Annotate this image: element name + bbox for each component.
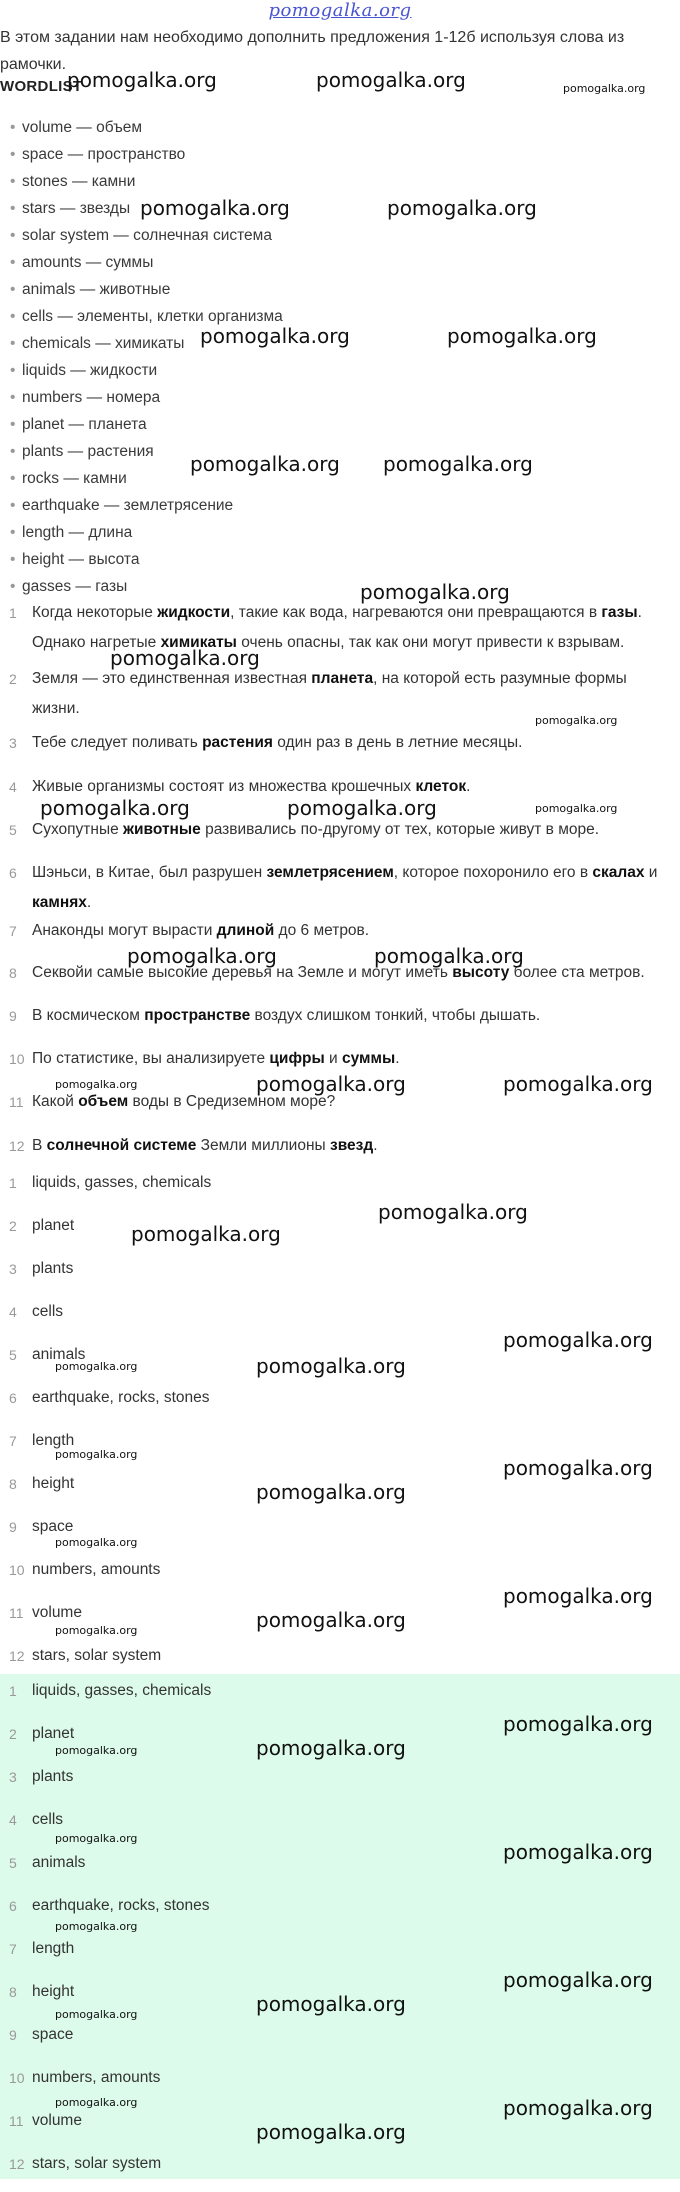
watermark-text: pomogalka.org	[40, 796, 190, 820]
sentence-number: 2	[9, 671, 17, 687]
answer-text: space	[32, 1518, 74, 1535]
wordlist-item	[10, 222, 283, 249]
watermark-text: pomogalka.org	[55, 1360, 138, 1373]
wordlist-item	[10, 384, 283, 411]
watermark-text: pomogalka.org	[55, 1536, 138, 1549]
watermark-text: pomogalka.org	[131, 1222, 281, 1246]
watermark-text: pomogalka.org	[503, 1456, 653, 1480]
watermark-text: pomogalka.org	[55, 1624, 138, 1637]
wordlist-item	[10, 276, 283, 303]
answer-number: 3	[9, 1769, 17, 1785]
answer-item	[0, 1211, 680, 1254]
watermark-text: pomogalka.org	[378, 1200, 528, 1224]
watermark-text: pomogalka.org	[55, 2096, 138, 2109]
wordlist-item-text: liquids — жидкости	[22, 362, 158, 379]
sentence-number: 3	[9, 735, 17, 751]
sentence-text: Шэньси, в Китае, был разрушен землетрясением, которое похоронило его в скалах и камнях.	[32, 864, 658, 911]
watermark-text: pomogalka.org	[256, 1480, 406, 1504]
sentence-number: 5	[9, 822, 17, 838]
answer-number: 9	[9, 2027, 17, 2043]
sentence-number: 8	[9, 965, 17, 981]
watermark-text: pomogalka.org	[55, 1920, 138, 1933]
bullet-icon: •	[10, 335, 16, 352]
bullet-icon: •	[10, 551, 16, 568]
wordlist-item-text: length — длина	[22, 524, 133, 541]
watermark-text: pomogalka.org	[383, 452, 533, 476]
sentence-text: Секвойи самые высокие деревья на Земле и могут иметь высоту более ста метров.	[32, 964, 645, 981]
watermark-text: pomogalka.org	[535, 802, 618, 815]
answer-item	[0, 2020, 680, 2063]
watermark-text: pomogalka.org	[55, 1448, 138, 1461]
watermark-text: pomogalka.org	[503, 1584, 653, 1608]
wordlist-item-text: stars — звезды	[22, 200, 131, 217]
watermark-text: pomogalka.org	[447, 324, 597, 348]
answer-text: height	[32, 1475, 75, 1492]
watermark-text: pomogalka.org	[140, 196, 290, 220]
wordlist-item	[10, 114, 283, 141]
bullet-icon: •	[10, 362, 16, 379]
watermark-text: pomogalka.org	[316, 68, 466, 92]
wordlist-item-text: cells — элементы, клетки организма	[22, 308, 283, 325]
sentence-text: Живые организмы состоят из множества крошечных клеток.	[32, 778, 471, 795]
wordlist-item-text: height — высота	[22, 551, 140, 568]
wordlist	[10, 114, 283, 600]
sentence-text: Земля — это единственная известная планета, на которой есть разумные формы жизни.	[32, 670, 627, 717]
bullet-icon: •	[10, 389, 16, 406]
wordlist-item-text: chemicals — химикаты	[22, 335, 185, 352]
bullet-icon: •	[10, 173, 16, 190]
watermark-text: pomogalka.org	[256, 2120, 406, 2144]
answer-text: stars, solar system	[32, 2155, 162, 2172]
watermark-text: pomogalka.org	[387, 196, 537, 220]
answer-number: 11	[9, 2113, 24, 2129]
answer-text: length	[32, 1940, 75, 1957]
watermark-text: pomogalka.org	[55, 1078, 138, 1091]
wordlist-item	[10, 519, 283, 546]
watermark-text: pomogalka.org	[503, 2096, 653, 2120]
task-intro: В этом задании нам необходимо дополнить предложения 1-12б используя слова из рамочки.	[0, 29, 625, 73]
answer-text: plants	[32, 1260, 74, 1277]
wordlist-item-text: volume — объем	[22, 119, 143, 136]
bullet-icon: •	[10, 281, 16, 298]
answer-text: volume	[32, 1604, 82, 1621]
bullet-icon: •	[10, 443, 16, 460]
watermark-text: pomogalka.org	[256, 1736, 406, 1760]
sentence-text: В солнечной системе Земли миллионы звезд.	[32, 1137, 378, 1154]
watermark-text: pomogalka.org	[190, 452, 340, 476]
answer-text: plants	[32, 1768, 74, 1785]
answer-number: 8	[9, 1984, 17, 2000]
watermark-text: pomogalka.org	[503, 1712, 653, 1736]
watermark-text: pomogalka.org	[503, 1072, 653, 1096]
wordlist-item-text: gasses — газы	[22, 578, 128, 595]
wordlist-item-text: rocks — камни	[22, 470, 127, 487]
answer-item	[0, 1168, 680, 1211]
answer-number: 6	[9, 1898, 17, 1914]
bullet-icon: •	[10, 146, 16, 163]
bullet-icon: •	[10, 416, 16, 433]
sentence-number: 7	[9, 923, 17, 939]
sentence-text: Тебе следует поливать растения один раз в день в летние месяцы.	[32, 734, 523, 751]
answer-item	[0, 2149, 680, 2192]
wordlist-item	[10, 573, 283, 600]
wordlist-item-text: numbers — номера	[22, 389, 161, 406]
answer-text: planet	[32, 1725, 75, 1742]
watermark-text: pomogalka.org	[563, 82, 646, 95]
sentence-text: По статистике, вы анализируете цифры и суммы.	[32, 1050, 400, 1067]
watermark-text: pomogalka.org	[256, 1354, 406, 1378]
answer-text: space	[32, 2026, 74, 2043]
answer-text: liquids, gasses, chemicals	[32, 1174, 212, 1191]
watermark-text: pomogalka.org	[374, 944, 524, 968]
wordlist-item	[10, 141, 283, 168]
watermark-text: pomogalka.org	[110, 646, 260, 670]
bullet-icon: •	[10, 578, 16, 595]
answer-text: numbers, amounts	[32, 2069, 161, 2086]
wordlist-item	[10, 249, 283, 276]
answer-text: animals	[32, 1346, 86, 1363]
answer-number: 8	[9, 1476, 17, 1492]
watermark-text: pomogalka.org	[55, 1832, 138, 1845]
answer-number: 10	[9, 2070, 25, 2086]
answer-number: 7	[9, 1433, 17, 1449]
wordlist-title: WORDLIST	[0, 78, 83, 95]
wordlist-item-text: planet — планета	[22, 416, 147, 433]
answer-number: 1	[9, 1683, 17, 1699]
answer-number: 4	[9, 1304, 17, 1320]
wordlist-item-text: stones — камни	[22, 173, 136, 190]
watermark-text: pomogalka.org	[503, 1840, 653, 1864]
answer-number: 5	[9, 1347, 17, 1363]
sentence-number: 9	[9, 1008, 17, 1024]
answer-number: 3	[9, 1261, 17, 1277]
answer-number: 5	[9, 1855, 17, 1871]
answer-text: earthquake, rocks, stones	[32, 1897, 210, 1914]
sentence-text: Когда некоторые жидкости, такие как вода, нагреваются они превращаются в газы. Однако нагретые химикаты очень опасны, так как они могут привести к взрывам.	[32, 604, 642, 651]
bullet-icon: •	[10, 254, 16, 271]
watermark-text: pomogalka.org	[256, 1992, 406, 2016]
wordlist-item	[10, 411, 283, 438]
site-logo[interactable]: pomogalka.org	[268, 0, 412, 21]
bullet-icon: •	[10, 119, 16, 136]
answer-text: cells	[32, 1811, 64, 1828]
sentence-text: В космическом пространстве воздух слишком тонкий, чтобы дышать.	[32, 1007, 541, 1024]
wordlist-item-text: animals — животные	[22, 281, 171, 298]
wordlist-item-text: earthquake — землетрясение	[22, 497, 234, 514]
answer-text: height	[32, 1983, 75, 2000]
sentence-number: 1	[9, 605, 17, 621]
watermark-text: pomogalka.org	[67, 68, 217, 92]
watermark-text: pomogalka.org	[360, 580, 510, 604]
answer-item	[0, 1254, 680, 1297]
wordlist-item-text: amounts — суммы	[22, 254, 154, 271]
wordlist-item-text: space — пространство	[22, 146, 186, 163]
answer-text: stars, solar system	[32, 1647, 162, 1664]
wordlist-item-text: plants — растения	[22, 443, 154, 460]
answer-number: 2	[9, 1726, 17, 1742]
answer-number: 9	[9, 1519, 17, 1535]
sentence-number: 10	[9, 1051, 25, 1067]
bullet-icon: •	[10, 227, 16, 244]
watermark-text: pomogalka.org	[535, 714, 618, 727]
sentence-number: 6	[9, 865, 17, 881]
bullet-icon: •	[10, 470, 16, 487]
sentence-text: Анаконды могут вырасти длиной до 6 метров.	[32, 922, 370, 939]
answer-text: liquids, gasses, chemicals	[32, 1682, 212, 1699]
wordlist-item	[10, 546, 283, 573]
answer-number: 12	[9, 1648, 25, 1664]
answer-number: 7	[9, 1941, 17, 1957]
watermark-text: pomogalka.org	[55, 1744, 138, 1757]
bullet-icon: •	[10, 497, 16, 514]
watermark-text: pomogalka.org	[287, 796, 437, 820]
answer-text: planet	[32, 1217, 75, 1234]
sentence-number: 12	[9, 1138, 25, 1154]
wordlist-item	[10, 357, 283, 384]
bullet-icon: •	[10, 200, 16, 217]
answer-text: volume	[32, 2112, 82, 2129]
sentence-number: 11	[9, 1094, 24, 1110]
answer-number: 6	[9, 1390, 17, 1406]
wordlist-item	[10, 168, 283, 195]
watermark-text: pomogalka.org	[256, 1608, 406, 1632]
sentence-text: Сухопутные животные развивались по-другому от тех, которые живут в море.	[32, 821, 600, 838]
watermark-text: pomogalka.org	[503, 1328, 653, 1352]
answer-text: numbers, amounts	[32, 1561, 161, 1578]
answer-item	[0, 1762, 680, 1805]
answer-number: 1	[9, 1175, 17, 1191]
sentence-text: Какой объем воды в Средиземном море?	[32, 1093, 336, 1110]
answer-number: 10	[9, 1562, 25, 1578]
answer-text: earthquake, rocks, stones	[32, 1389, 210, 1406]
watermark-text: pomogalka.org	[200, 324, 350, 348]
watermark-text: pomogalka.org	[503, 1968, 653, 1992]
answer-item	[0, 1383, 680, 1426]
watermark-text: pomogalka.org	[127, 944, 277, 968]
answer-text: animals	[32, 1854, 86, 1871]
wordlist-item-text: solar system — солнечная система	[22, 227, 272, 244]
bullet-icon: •	[10, 524, 16, 541]
bullet-icon: •	[10, 308, 16, 325]
sentence-number: 4	[9, 779, 17, 795]
wordlist-item	[10, 492, 283, 519]
answer-text: cells	[32, 1303, 64, 1320]
watermark-text: pomogalka.org	[256, 1072, 406, 1096]
watermark-text: pomogalka.org	[55, 2008, 138, 2021]
answer-number: 4	[9, 1812, 17, 1828]
answer-text: length	[32, 1432, 75, 1449]
answer-number: 2	[9, 1218, 17, 1234]
answer-number: 12	[9, 2156, 25, 2172]
answer-number: 11	[9, 1605, 24, 1621]
